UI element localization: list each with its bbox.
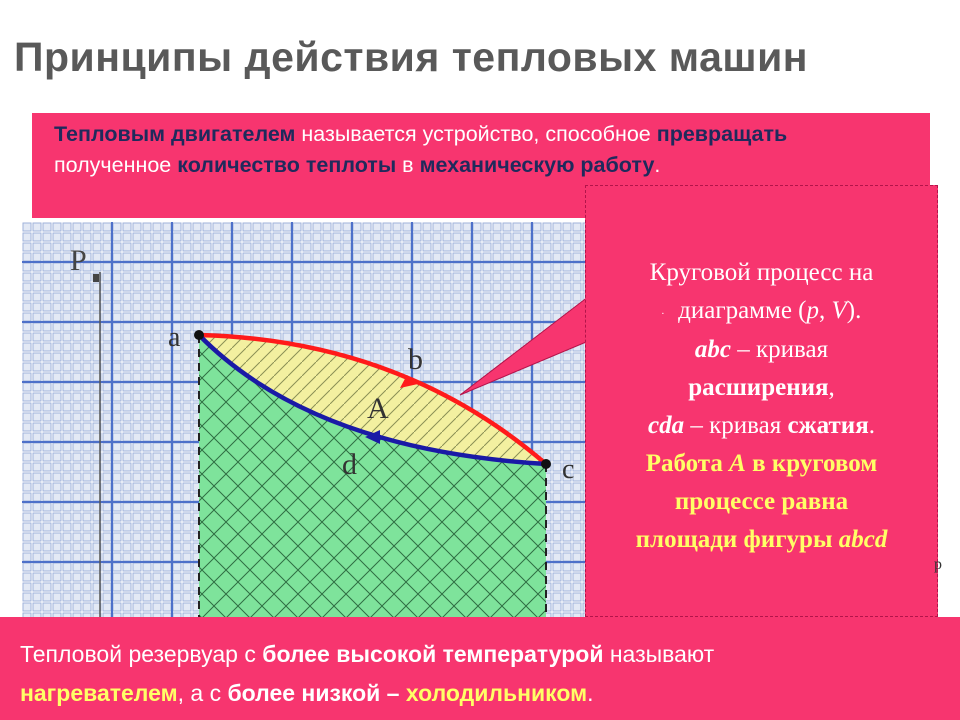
- definition-term: Тепловым двигателем: [54, 122, 296, 146]
- label-d: d: [342, 448, 357, 481]
- definition-text: полученное: [54, 153, 178, 177]
- callout-line-5: cda – кривая сжатия.: [647, 412, 875, 440]
- label-b: b: [408, 343, 423, 376]
- label-c: c: [562, 454, 575, 485]
- point-c: [541, 459, 551, 469]
- keyword-heater: нагревателем: [20, 680, 178, 706]
- callout-line-4: расширения,: [688, 374, 835, 402]
- callout-line-3: abc – кривая: [694, 336, 829, 364]
- point-a: [194, 330, 204, 340]
- definition-text: называется устройство, способное: [295, 122, 657, 146]
- pv-diagram: [22, 222, 622, 617]
- callout-line-1: Круговой процесс на: [649, 259, 874, 286]
- definition-keyword-convert: превращать: [656, 122, 788, 146]
- side-axis-label: p: [934, 556, 942, 573]
- keyword-low-temp: более низкой –: [227, 680, 406, 706]
- definition-text: в: [396, 153, 420, 177]
- definition-text: .: [654, 153, 661, 177]
- callout-line-8: площади фигуры abcd: [635, 526, 888, 554]
- pv-diagram-svg: [22, 222, 622, 617]
- p-axis-label: P: [70, 244, 87, 277]
- label-work-a: A: [367, 392, 389, 425]
- callout-dot: .: [661, 306, 665, 318]
- callout-box: [585, 185, 938, 617]
- reservoir-note: Тепловой резервуар с более высокой температурой называют нагревателем, а с более низкой – холодильником.: [0, 617, 960, 720]
- label-a: a: [168, 322, 181, 353]
- callout-line-6: Работа A в круговом: [645, 450, 878, 478]
- page-title: Принципы действия тепловых машин: [14, 34, 809, 80]
- keyword-high-temp: более высокой температурой: [262, 641, 604, 667]
- definition-keyword-heat: количество теплоты: [177, 153, 397, 177]
- keyword-cooler: холодильником: [405, 680, 588, 706]
- callout-line-7: процессе равна: [674, 488, 849, 516]
- callout-line-2: . диаграмме (p, V).: [661, 297, 862, 324]
- p-axis-marker: [93, 274, 99, 282]
- definition-keyword-work: механическую работу: [419, 153, 655, 177]
